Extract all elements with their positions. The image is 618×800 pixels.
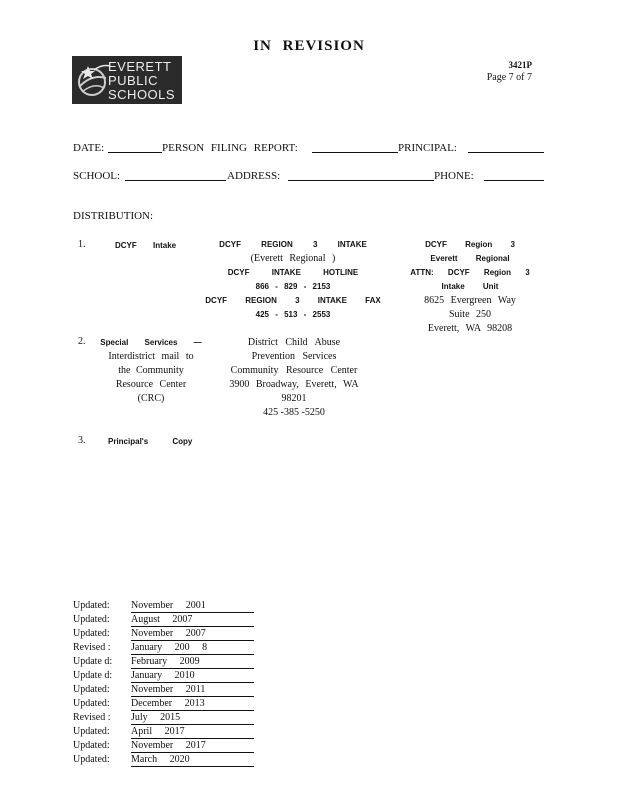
- logo-line-1: EVERETT: [108, 59, 172, 74]
- revision-date: February 2009: [131, 656, 200, 667]
- school-label: SCHOOL:: [73, 170, 121, 182]
- contact-line: DCYF REGION 3 INTAKE FAX: [205, 296, 381, 305]
- revision-label: Updated:: [73, 628, 110, 639]
- intake-fax-number: 425 - 513 - 2553: [255, 310, 331, 319]
- revision-date: August 2007: [131, 614, 193, 625]
- label-line: Special Services —: [100, 338, 202, 347]
- address-field[interactable]: [288, 180, 434, 181]
- revision-date: January 200 8: [131, 642, 208, 653]
- revision-label: Updated:: [73, 698, 110, 709]
- revision-date: November 2017: [131, 740, 206, 751]
- revision-underline: [131, 724, 254, 725]
- revision-underline: [131, 682, 254, 683]
- revision-date: November 2001: [131, 600, 206, 611]
- item-number: 2.: [78, 336, 86, 347]
- revision-underline: [131, 738, 254, 739]
- label-line: (CRC): [137, 393, 165, 404]
- revision-date: July 2015: [131, 712, 181, 723]
- contact-line: (Everett Regional ): [250, 253, 336, 264]
- revision-date: January 2010: [131, 670, 195, 681]
- contact-line: DCYF REGION 3 INTAKE: [219, 240, 367, 249]
- distribution-heading: DISTRIBUTION:: [73, 210, 154, 222]
- revision-underline: [131, 654, 254, 655]
- address-label: ADDRESS:: [227, 170, 281, 182]
- phone-field[interactable]: [484, 180, 544, 181]
- item-label: Principal's Copy: [108, 437, 193, 446]
- label-line: the Community: [118, 365, 184, 376]
- contact-line: Community Resource Center: [230, 365, 358, 376]
- crc-contact: [214, 336, 374, 420]
- revision-label: Update d:: [73, 670, 113, 681]
- revision-underline: [131, 668, 254, 669]
- revision-label: Updated:: [73, 754, 110, 765]
- globe-star-icon: [72, 56, 112, 104]
- address-line: 8625 Evergreen Way: [424, 295, 516, 306]
- revision-label: Updated:: [73, 614, 110, 625]
- contact-line: Prevention Services: [251, 351, 337, 362]
- revision-date: April 2017: [131, 726, 185, 737]
- revision-date: March 2020: [131, 754, 190, 765]
- principal-field[interactable]: [468, 152, 544, 153]
- address-line: Intake Unit: [441, 282, 499, 291]
- everett-public-schools-logo: [72, 56, 182, 104]
- revision-label: Updated:: [73, 684, 110, 695]
- revision-label: Updated:: [73, 726, 110, 737]
- date-label: DATE:: [73, 142, 105, 154]
- revision-underline: [131, 766, 254, 767]
- crc-phone-number: 425 -385 -5250: [263, 407, 325, 418]
- phone-label: PHONE:: [434, 170, 474, 182]
- principal-label: PRINCIPAL:: [398, 142, 457, 154]
- revision-date: November 2011: [131, 684, 206, 695]
- label-line: Resource Center: [115, 379, 187, 390]
- revision-label: Update d:: [73, 656, 113, 667]
- revision-label: Updated:: [73, 600, 110, 611]
- person-filing-field[interactable]: [312, 152, 398, 153]
- item-number: 3.: [78, 435, 86, 446]
- logo-line-3: SCHOOLS: [108, 87, 176, 102]
- contact-line: DCYF INTAKE HOTLINE: [227, 268, 359, 277]
- revision-label: Revised :: [73, 642, 111, 653]
- revision-label: Updated:: [73, 740, 110, 751]
- school-field[interactable]: [125, 180, 226, 181]
- revision-date: December 2013: [131, 698, 205, 709]
- revision-underline: [131, 752, 254, 753]
- revision-underline: [131, 710, 254, 711]
- revision-underline: [131, 696, 254, 697]
- item-number: 1.: [78, 239, 86, 250]
- address-line: Suite 250: [448, 309, 492, 320]
- revision-date: November 2007: [131, 628, 206, 639]
- person-filing-label: PERSON FILING REPORT:: [162, 142, 298, 154]
- revision-underline: [131, 612, 254, 613]
- address-line: ATTN: DCYF Region 3: [410, 268, 530, 277]
- contact-line: 98201: [281, 393, 307, 404]
- logo-line-2: PUBLIC: [108, 73, 158, 88]
- address-line: DCYF Region 3: [425, 240, 515, 249]
- dcyf-intake-contacts: [198, 238, 388, 322]
- contact-line: District Child Abuse: [247, 337, 341, 348]
- page-number: Page 7 of 7: [486, 72, 532, 83]
- policy-code: 3421P: [508, 60, 532, 70]
- date-field[interactable]: [108, 152, 162, 153]
- item-label: [96, 336, 206, 406]
- contact-line: 3900 Broadway, Everett, WA: [229, 379, 359, 390]
- dcyf-region-address: [405, 238, 535, 336]
- address-line: Everett, WA 98208: [427, 323, 513, 334]
- item-label: DCYF Intake: [115, 241, 177, 250]
- intake-hotline-number: 866 - 829 - 2153: [255, 282, 331, 291]
- label-line: Interdistrict mail to: [108, 351, 194, 362]
- address-line: Everett Regional: [430, 254, 510, 263]
- document-title: IN REVISION: [253, 38, 365, 54]
- revision-underline: [131, 640, 254, 641]
- revision-underline: [131, 626, 254, 627]
- revision-label: Revised :: [73, 712, 111, 723]
